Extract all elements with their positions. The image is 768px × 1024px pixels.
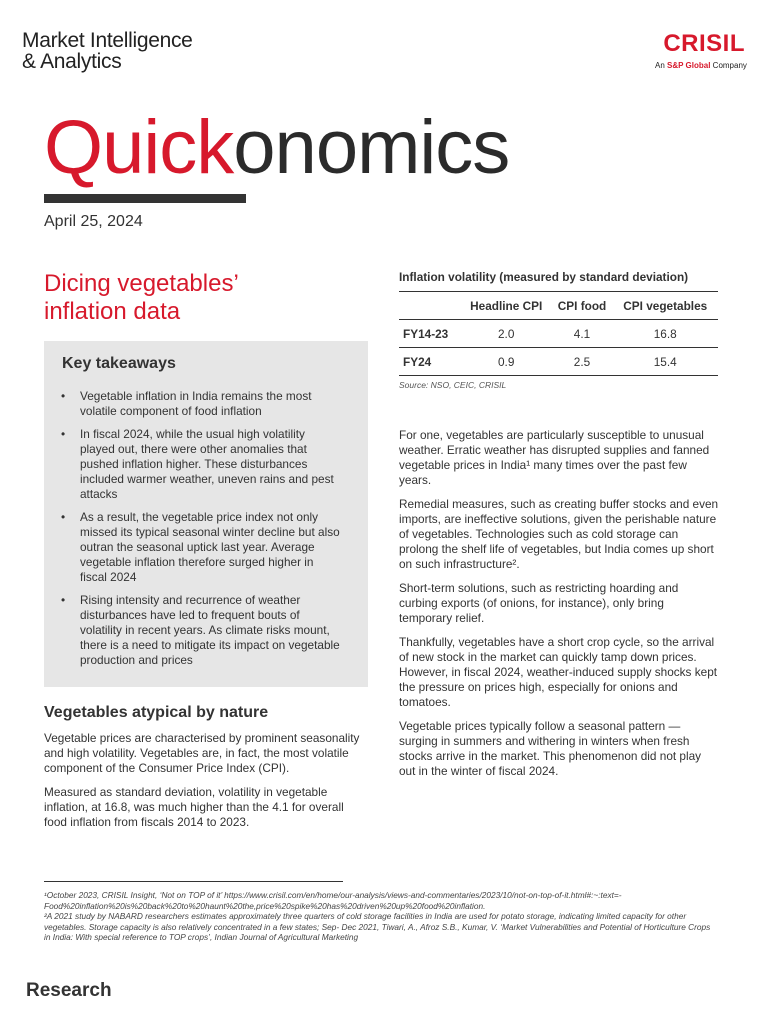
table-cell: 4.1 [552,320,613,348]
table-cell: 0.9 [461,348,552,376]
crisil-tagline: An S&P Global Company [655,61,747,70]
table-cell: 16.8 [612,320,718,348]
takeaway-item: • In fiscal 2024, while the usual high volatility played out, there were other anomalies that pushed inflation higher. These disturbances included warmer weather, uneven rains and pest attacks [80,427,342,502]
brand-line-2: & Analytics [22,50,122,73]
body-paragraph: Remedial measures, such as creating buffer stocks and even imports, are ineffective solutions, given the perishable nature of vegetables. Technologies such as cold storage can prolong the shelf life of vegetables, but India comes up short on such infrastructure². [399,497,719,571]
table-header-cell: Headline CPI [461,292,552,320]
masthead-title-dark: onomics [233,105,510,190]
table-cell: 15.4 [612,348,718,376]
body-paragraph: For one, vegetables are particularly susceptible to unusual weather. Erratic weather has disrupted supplies and fanned vegetable prices in India¹ many times over the past few years. [399,428,710,487]
footnote: ¹October 2023, CRISIL Insight, ‘Not on TOP of it’ https://www.crisil.com/en/home/our-analysis/views-and-commentaries/2023/10/not-on-top-of-it.html#:~:text=-Food%20inflation%20is%20back%20to%20haunt%20the,price%20spike%20has%20driven%20up%20food%20inflation. [44,890,622,911]
headline-line-1: Dicing vegetables’ [44,270,239,297]
brand-name [22,30,193,72]
table-row [399,320,718,348]
table-cell: 2.0 [461,320,552,348]
masthead-title [44,105,510,190]
right-column-body [399,428,719,788]
key-takeaways-box [44,341,368,687]
footnote-divider [44,881,343,882]
takeaway-item: • Vegetable inflation in India remains the most volatile component of food inflation [80,389,342,419]
footnote: ²A 2021 study by NABARD researchers estimates approximately three quarters of cold storage facilities in India are used for potato storage, indicating limited capacity for other vegetables. Storage capacity is also relatively concentrated in a few states; Sep- Dec 2021, Tiwari, A., Afroz S.B., Kumar, V. ‘Market Vulnerabilities and Potential of Horticulture Crops in India: With special reference to TOP crops’, Indian Journal of Agricultural Marketing [44,911,711,942]
table-cell: FY14-23 [399,320,461,348]
body-paragraph: Vegetable prices typically follow a seasonal pattern — surging in summers and withering in winters when fresh stocks arrive in the market. This phenomenon did not play out in the winter of fiscal 2024. [399,719,702,778]
key-takeaways-list [80,389,342,676]
masthead-title-red: Quick [44,105,234,190]
table-cell: FY24 [399,348,461,376]
publication-date: April 25, 2024 [44,213,143,230]
table-source: Source: NSO, CEIC, CRISIL [399,380,507,390]
takeaway-item: • Rising intensity and recurrence of weather disturbances have led to frequent bouts of volatility in recent years. As climate risks mount, there is a need to mitigate its impact on vegetable production and prices [80,593,342,668]
table-title: Inflation volatility (measured by standard deviation) [399,270,689,284]
body-paragraph: Thankfully, vegetables have a short crop cycle, so the arrival of new stock in the market can quickly tamp down prices. However, in fiscal 2024, weather-induced supply shocks kept the pressure on prices high, especially for onions and tomatoes. [399,635,718,709]
body-paragraph: Vegetable prices are characterised by prominent seasonality and high volatility. Vegetables are, in fact, the most volatile component of the Consumer Price Index (CPI). [44,731,360,775]
footnotes [44,890,712,943]
left-column-body [44,731,362,839]
table-header-row [399,292,718,320]
table-cell: 2.5 [552,348,613,376]
table-row [399,348,718,376]
key-takeaways-heading: Key takeaways [62,355,176,372]
section-heading: Vegetables atypical by nature [44,704,269,721]
body-paragraph: Short-term solutions, such as restricting hoarding and curbing exports (of onions, for instance), only bring temporary relief. [399,581,679,625]
table-header-cell [399,292,461,320]
article-headline [44,270,364,326]
title-underline-bar [44,194,246,203]
crisil-logo [655,30,745,70]
body-paragraph: Measured as standard deviation, volatility in vegetable inflation, at 16.8, was much higher than the 4.1 for overall food inflation from fiscals 2014 to 2023. [44,785,344,829]
footer-label: Research [26,980,112,1001]
table-header-cell: CPI food [552,292,613,320]
brand-line-1: Market Intelligence [22,29,193,52]
headline-line-2: inflation data [44,298,181,325]
table-header-cell: CPI vegetables [612,292,718,320]
crisil-wordmark: CRISIL [663,30,745,57]
inflation-volatility-table [399,291,718,376]
takeaway-item: • As a result, the vegetable price index not only missed its typical seasonal winter decline but also outran the seasonal uptick last year. Average vegetable inflation therefore surged higher in fiscal 2024 [80,510,342,585]
